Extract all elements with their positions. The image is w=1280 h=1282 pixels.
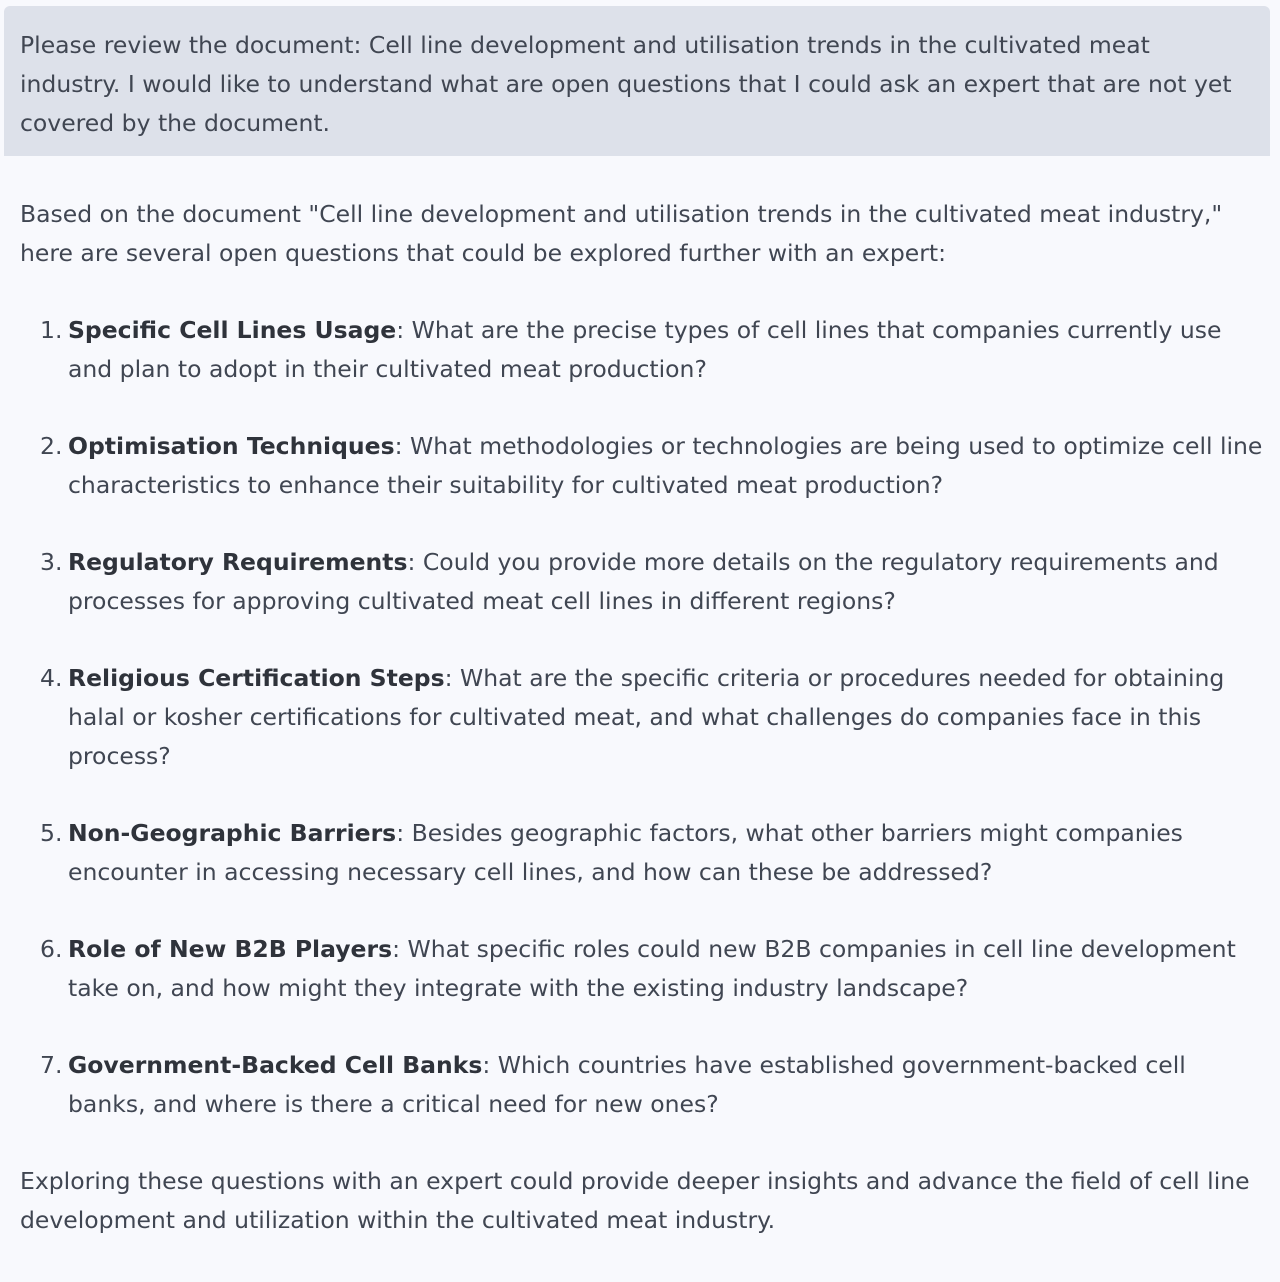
assistant-outro: Exploring these questions with an expert could provide deeper insights and advance the field of cell line development and utilization within the cultivated meat industry. (20, 1167, 1250, 1234)
list-item (20, 814, 1265, 892)
list-item-number: 1. (40, 316, 63, 344)
list-item-number: 6. (40, 935, 63, 963)
list-item (20, 311, 1265, 389)
user-message-bubble (4, 6, 1270, 156)
user-message-text: Please review the document: Cell line development and utilisation trends in the cultivated meat industry. I would like to understand what are open questions that I could ask an expert that are not yet covered by the document. (20, 31, 1232, 137)
list-item-term: Non-Geographic Barriers (68, 819, 397, 847)
list-item-text: : What are the precise types of cell lines that companies currently use and plan to adopt in their cultivated meat production? (68, 316, 1222, 383)
list-item (20, 1046, 1265, 1124)
list-item-term: Regulatory Requirements (68, 548, 408, 576)
list-item (20, 930, 1265, 1008)
list-item-number: 2. (40, 432, 63, 460)
list-item-text: : What specific roles could new B2B companies in cell line development take on, and how might they integrate with the existing industry landscape? (68, 935, 1236, 1002)
list-item-term: Religious Certification Steps (68, 664, 445, 692)
list-item-term: Specific Cell Lines Usage (68, 316, 397, 344)
list-item-text: : Which countries have established government-backed cell banks, and where is there a critical need for new ones? (68, 1051, 1186, 1118)
assistant-message (20, 195, 1265, 1240)
list-item (20, 659, 1265, 776)
list-item-term: Role of New B2B Players (68, 935, 393, 963)
list-item-number: 4. (40, 664, 63, 692)
question-list (20, 311, 1265, 1124)
list-item (20, 543, 1265, 621)
list-item-text: : Could you provide more details on the regulatory requirements and processes for approving cultivated meat cell lines in different regions? (68, 548, 1219, 615)
list-item-number: 5. (40, 819, 63, 847)
list-item-text: : Besides geographic factors, what other barriers might companies encounter in accessing necessary cell lines, and how can these be addressed? (68, 819, 1183, 886)
list-item-term: Optimisation Techniques (68, 432, 395, 460)
list-item-text: : What methodologies or technologies are being used to optimize cell line characteristics to enhance their suitability for cultivated meat production? (68, 432, 1263, 499)
list-item-term: Government-Backed Cell Banks (68, 1051, 483, 1079)
assistant-intro: Based on the document "Cell line development and utilisation trends in the cultivated meat industry," here are several open questions that could be explored further with an expert: (20, 200, 1223, 267)
list-item (20, 427, 1265, 505)
list-item-number: 3. (40, 548, 63, 576)
list-item-number: 7. (40, 1051, 63, 1079)
list-item-text: : What are the specific criteria or procedures needed for obtaining halal or kosher certifications for cultivated meat, and what challenges do companies face in this process? (68, 664, 1225, 770)
